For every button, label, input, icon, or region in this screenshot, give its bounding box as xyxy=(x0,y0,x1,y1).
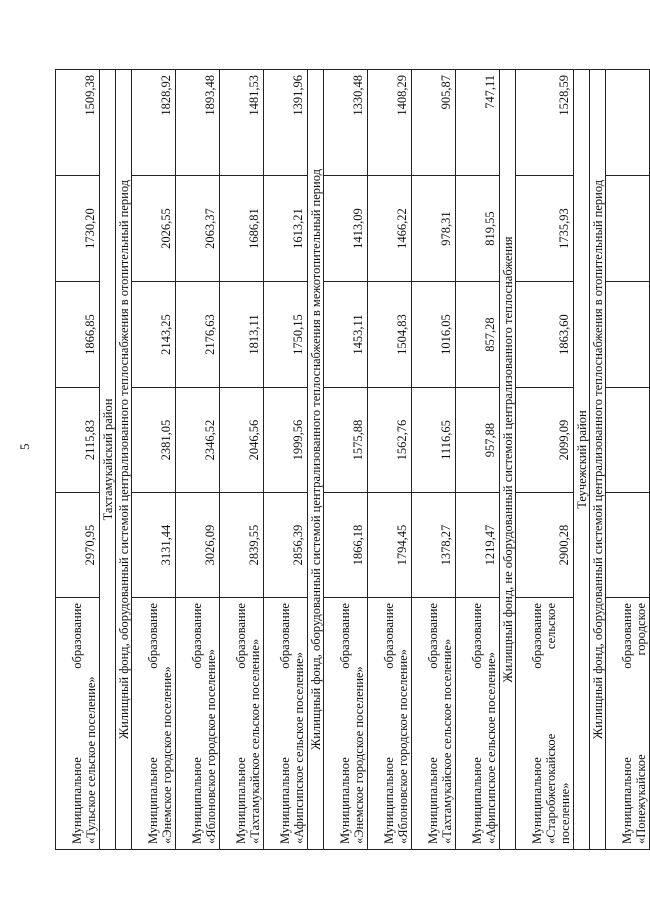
value-cell: 2176,63 xyxy=(176,282,220,388)
name-line: «Тахтамукайское сельское поселение» xyxy=(440,638,454,844)
value-cell: 819,55 xyxy=(456,176,500,282)
value-cell xyxy=(606,176,650,282)
section-row xyxy=(308,70,324,850)
table-row xyxy=(412,70,456,850)
section-heading: Тахтамукайский район xyxy=(100,70,116,850)
value-cell: 1528,59 xyxy=(516,70,574,176)
name-word: Муниципальное xyxy=(620,757,634,844)
value-cell: 1413,09 xyxy=(324,176,368,282)
section-heading: Жилищный фонд, оборудованный системой централизованного теплоснабжения в межотопительный период xyxy=(308,70,324,850)
page-number: 5 xyxy=(17,443,32,450)
heating-tariff-table xyxy=(55,69,650,850)
value-cell: 1794,45 xyxy=(368,493,412,598)
value-cell: 2046,56 xyxy=(220,388,264,493)
name-line: сельское xyxy=(544,603,558,650)
name-line: «Тульское сельское поселение» xyxy=(84,676,98,844)
name-word: образование xyxy=(426,603,440,669)
value-cell: 1686,81 xyxy=(220,176,264,282)
table-row xyxy=(606,70,650,850)
name-word: Муниципальное xyxy=(382,757,396,844)
table-row xyxy=(132,70,176,850)
value-cell: 2063,37 xyxy=(176,176,220,282)
name-line: городское xyxy=(634,603,648,656)
section-heading: Жилищный фонд, оборудованный системой централизованного теплоснабжения в отопительный период xyxy=(116,70,132,850)
municipality-name xyxy=(324,598,368,850)
name-word: Муниципальное xyxy=(190,757,204,844)
name-word: Муниципальное xyxy=(278,757,292,844)
name-word: образование xyxy=(620,603,634,669)
value-cell: 2143,25 xyxy=(132,282,176,388)
name-word: Муниципальное xyxy=(338,757,352,844)
value-cell xyxy=(606,388,650,493)
section-row xyxy=(500,70,516,850)
value-cell: 1828,92 xyxy=(132,70,176,176)
value-cell: 1893,48 xyxy=(176,70,220,176)
name-word: Муниципальное xyxy=(470,757,484,844)
value-cell: 1504,83 xyxy=(368,282,412,388)
value-cell: 1730,20 xyxy=(56,176,100,282)
name-word: образование xyxy=(530,603,544,669)
section-row xyxy=(116,70,132,850)
table-row xyxy=(456,70,500,850)
municipality-name xyxy=(176,598,220,850)
value-cell: 2346,52 xyxy=(176,388,220,493)
value-cell: 1750,15 xyxy=(264,282,308,388)
value-cell: 2900,28 xyxy=(516,493,574,598)
name-word: образование xyxy=(382,603,396,669)
municipality-name xyxy=(456,598,500,850)
value-cell xyxy=(606,493,650,598)
value-cell: 1453,11 xyxy=(324,282,368,388)
value-cell: 1613,21 xyxy=(264,176,308,282)
value-cell: 1575,88 xyxy=(324,388,368,493)
value-cell: 2026,55 xyxy=(132,176,176,282)
value-cell: 1378,27 xyxy=(412,493,456,598)
value-cell: 1562,76 xyxy=(368,388,412,493)
value-cell: 1219,47 xyxy=(456,493,500,598)
value-cell: 1999,56 xyxy=(264,388,308,493)
value-cell: 1866,85 xyxy=(56,282,100,388)
name-line: «Афипсипское сельское поселение» xyxy=(292,652,306,844)
name-word: образование xyxy=(278,603,292,669)
value-cell: 1866,18 xyxy=(324,493,368,598)
section-heading: Жилищный фонд, не оборудованный системой централизованного теплоснабжения xyxy=(500,70,516,850)
name-line: «Тахтамукайское сельское поселение» xyxy=(248,638,262,844)
name-word: образование xyxy=(234,603,248,669)
municipality-name xyxy=(220,598,264,850)
value-cell: 1735,93 xyxy=(516,176,574,282)
value-cell: 1509,38 xyxy=(56,70,100,176)
value-cell: 1391,96 xyxy=(264,70,308,176)
name-word: образование xyxy=(70,603,84,669)
municipality-name xyxy=(56,598,100,850)
municipality-name xyxy=(264,598,308,850)
name-line: «Энемское городское поселение» xyxy=(160,666,174,844)
name-word: Муниципальное xyxy=(70,757,84,844)
value-cell: 1330,48 xyxy=(324,70,368,176)
value-cell xyxy=(606,282,650,388)
section-heading: Теучежский район xyxy=(574,70,590,850)
value-cell: 1466,22 xyxy=(368,176,412,282)
section-row xyxy=(574,70,590,850)
name-line: «Старобжегокайское xyxy=(544,733,558,844)
value-cell: 2099,09 xyxy=(516,388,574,493)
municipality-name xyxy=(606,598,650,850)
name-line: поселение» xyxy=(558,782,572,844)
name-word: образование xyxy=(470,603,484,669)
table-row xyxy=(176,70,220,850)
table-row xyxy=(516,70,574,850)
value-cell: 1813,11 xyxy=(220,282,264,388)
value-cell: 857,28 xyxy=(456,282,500,388)
municipality-name xyxy=(132,598,176,850)
municipality-name xyxy=(412,598,456,850)
value-cell: 2115,83 xyxy=(56,388,100,493)
name-line: «Понежукайское xyxy=(634,754,648,844)
value-cell: 3131,44 xyxy=(132,493,176,598)
name-word: Муниципальное xyxy=(426,757,440,844)
section-row xyxy=(100,70,116,850)
table-row xyxy=(264,70,308,850)
name-word: Муниципальное xyxy=(530,757,544,844)
name-line: «Афипсипское сельское поселение» xyxy=(484,652,498,844)
value-cell: 957,88 xyxy=(456,388,500,493)
value-cell: 2381,05 xyxy=(132,388,176,493)
name-word: Муниципальное xyxy=(146,757,160,844)
name-line: «Яблоновское городское поселение» xyxy=(204,648,218,844)
table-row xyxy=(324,70,368,850)
value-cell: 1481,53 xyxy=(220,70,264,176)
municipality-name xyxy=(368,598,412,850)
value-cell: 1863,60 xyxy=(516,282,574,388)
name-word: образование xyxy=(338,603,352,669)
value-cell: 1116,65 xyxy=(412,388,456,493)
table-body xyxy=(56,70,650,850)
value-cell xyxy=(606,70,650,176)
name-line: «Энемское городское поселение» xyxy=(352,666,366,844)
municipality-name xyxy=(516,598,574,850)
name-word: образование xyxy=(146,603,160,669)
value-cell: 1408,29 xyxy=(368,70,412,176)
value-cell: 2970,95 xyxy=(56,493,100,598)
section-heading: Жилищный фонд, оборудованный системой централизованного теплоснабжения в отопительный период xyxy=(590,70,606,850)
value-cell: 905,87 xyxy=(412,70,456,176)
table-row xyxy=(368,70,412,850)
name-line: «Яблоновское городское поселение» xyxy=(396,648,410,844)
value-cell: 747,11 xyxy=(456,70,500,176)
value-cell: 3026,09 xyxy=(176,493,220,598)
section-row xyxy=(590,70,606,850)
name-word: Муниципальное xyxy=(234,757,248,844)
table-row xyxy=(56,70,100,850)
name-word: образование xyxy=(190,603,204,669)
value-cell: 1016,05 xyxy=(412,282,456,388)
value-cell: 978,31 xyxy=(412,176,456,282)
rotated-content xyxy=(17,70,648,850)
value-cell: 2839,55 xyxy=(220,493,264,598)
table-row xyxy=(220,70,264,850)
value-cell: 2856,39 xyxy=(264,493,308,598)
